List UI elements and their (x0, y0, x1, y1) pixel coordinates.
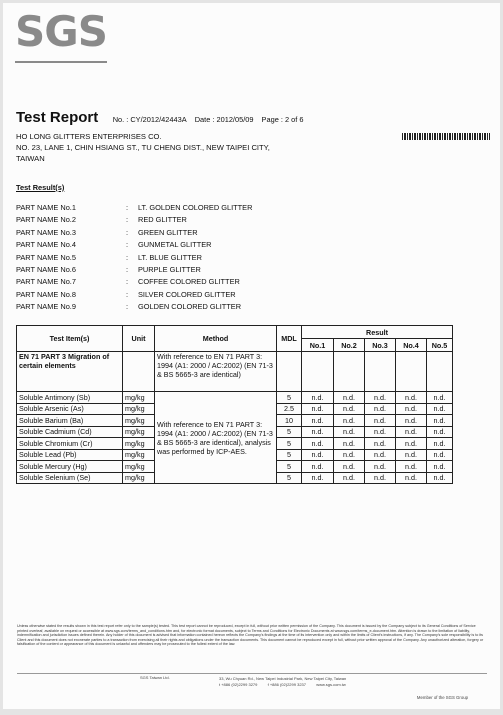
part-row (16, 253, 252, 265)
footer-fax: f +886 (02)2299 3237 (267, 681, 306, 687)
row-result: n.d. (334, 449, 365, 461)
part-row (16, 240, 252, 252)
header-no3: No.3 (365, 339, 396, 352)
report-page (3, 3, 500, 709)
row-result: n.d. (302, 449, 334, 461)
row-unit: mg/kg (123, 449, 155, 461)
part-label: PART NAME No.4 (16, 240, 76, 250)
part-value: GOLDEN COLORED GLITTER (138, 302, 242, 312)
row-unit: mg/kg (123, 472, 155, 484)
row-unit: mg/kg (123, 403, 155, 415)
group-unit-empty (123, 352, 155, 392)
address-line-1: NO. 23, LANE 1, CHIN HSIANG ST., TU CHENG DIST., NEW TAIPEI CITY, (16, 143, 270, 152)
row-result: n.d. (365, 472, 396, 484)
part-value: COFFEE COLORED GLITTER (138, 277, 240, 287)
group-mdl-empty (277, 352, 302, 392)
row-result: n.d. (396, 426, 427, 438)
row-item: Soluble Selenium (Se) (17, 472, 123, 484)
row-result: n.d. (365, 403, 396, 415)
row-mdl: 10 (277, 415, 302, 427)
part-label: PART NAME No.2 (16, 215, 76, 225)
row-item: Soluble Antimony (Sb) (17, 392, 123, 404)
part-row (16, 277, 252, 289)
report-title: Test Report (16, 109, 99, 126)
row-result: n.d. (427, 392, 453, 404)
part-value: SILVER COLORED GLITTER (138, 289, 236, 299)
part-names-list (16, 203, 252, 315)
part-label: PART NAME No.5 (16, 252, 76, 262)
row-mdl: 5 (277, 438, 302, 450)
row-mdl: 5 (277, 426, 302, 438)
row-result: n.d. (396, 438, 427, 450)
part-colon: : (126, 289, 129, 299)
report-number: No. : CY/2012/42443A (112, 115, 187, 124)
legal-disclaimer: Unless otherwise stated the results shown in this test report refer only to the sample(s) tested. This test report cannot be reproduced, except in full, without prior written permission of the Company. This document is issued by the Company subject to its General Conditions of Service printed overleaf, available on request or accessible at www.sgs.com/terms_and_conditions.htm and, for electronic format documents, subject to Terms and Conditions for Electronic Documents at www.sgs.com/terms_e-document.htm. Attention is drawn to the limitation of liability, indemnification and jurisdiction issues defined therein. Any holder of this document is advised that information contained hereon reflects the Company's findings at the time of its intervention only and within the limits of Client's instructions, if any. The Company's sole responsibility is to its Client and this document does not exonerate parties to a transaction from exercising all their rights and obligations under the transaction documents. This document cannot be reproduced except in full, without prior written approval of the Company. Any unauthorized alteration, forgery or falsification of the content or appearance of this document is unlawful and offenders may be prosecuted to the fullest extent of the law. (17, 624, 484, 647)
group-result-empty (365, 352, 396, 392)
footer-address: 33, Wu Chyuan Rd., New Taipei Industrial Park, New Taipei City, Taiwan (219, 676, 347, 681)
part-row (16, 203, 252, 215)
row-result: n.d. (302, 461, 334, 473)
row-result: n.d. (302, 426, 334, 438)
sgs-company-name: SGS Taiwan Ltd. (140, 675, 170, 680)
group-result-empty (396, 352, 427, 392)
footer-divider (17, 673, 487, 674)
row-result: n.d. (334, 403, 365, 415)
report-header (16, 109, 309, 127)
part-colon: : (126, 240, 129, 250)
address-line-2: TAIWAN (16, 154, 45, 163)
group-result-empty (427, 352, 453, 392)
row-result: n.d. (396, 472, 427, 484)
part-row (16, 290, 252, 302)
header-no4: No.4 (396, 339, 427, 352)
part-value: PURPLE GLITTER (138, 264, 201, 274)
part-colon: : (126, 203, 129, 212)
row-result: n.d. (302, 438, 334, 450)
row-result: n.d. (334, 415, 365, 427)
header-test-items: Test Item(s) (17, 326, 123, 352)
table-row (17, 392, 453, 404)
footer-web: www.sgs.com.tw (316, 681, 346, 687)
row-mdl: 5 (277, 392, 302, 404)
row-result: n.d. (334, 392, 365, 404)
part-row (16, 228, 252, 240)
row-result: n.d. (302, 472, 334, 484)
footer-contact (219, 676, 346, 687)
row-unit: mg/kg (123, 426, 155, 438)
group-method: With reference to EN 71 PART 3: 1994 (A1: 2000 / AC:2002) (EN 71-3 & BS 5665-3 are identical) (155, 352, 277, 392)
part-row (16, 302, 252, 314)
header-no5: No.5 (427, 339, 453, 352)
part-colon: : (126, 302, 129, 312)
part-value: GREEN GLITTER (138, 227, 198, 237)
row-unit: mg/kg (123, 438, 155, 450)
report-meta (113, 115, 310, 124)
client-address-block (16, 131, 270, 164)
row-unit: mg/kg (123, 415, 155, 427)
row-item: Soluble Chromium (Cr) (17, 438, 123, 450)
row-result: n.d. (365, 438, 396, 450)
header-mdl: MDL (277, 326, 302, 352)
part-row (16, 265, 252, 277)
row-mdl: 5 (277, 449, 302, 461)
row-result: n.d. (427, 449, 453, 461)
row-mdl: 2.5 (277, 403, 302, 415)
part-value: RED GLITTER (138, 215, 187, 225)
part-colon: : (126, 227, 129, 237)
row-result: n.d. (302, 415, 334, 427)
row-result: n.d. (427, 415, 453, 427)
part-value: LT. BLUE GLITTER (138, 252, 202, 262)
header-unit: Unit (123, 326, 155, 352)
company-name: HO LONG GLITTERS ENTERPRISES CO. (16, 132, 162, 141)
part-row (16, 215, 252, 227)
row-result: n.d. (334, 461, 365, 473)
header-result: Result (302, 326, 453, 339)
part-label: PART NAME No.3 (16, 227, 76, 237)
row-result: n.d. (427, 426, 453, 438)
row-item: Soluble Arsenic (As) (17, 403, 123, 415)
part-colon: : (126, 215, 129, 225)
row-result: n.d. (365, 415, 396, 427)
part-label: PART NAME No.1 (16, 203, 76, 212)
results-table (16, 325, 453, 484)
part-colon: : (126, 264, 129, 274)
row-result: n.d. (396, 461, 427, 473)
row-result: n.d. (302, 403, 334, 415)
member-note: Member of the SGS Group (416, 695, 468, 700)
row-result: n.d. (334, 472, 365, 484)
row-mdl: 5 (277, 472, 302, 484)
row-item: Soluble Mercury (Hg) (17, 461, 123, 473)
row-result: n.d. (365, 426, 396, 438)
row-unit: mg/kg (123, 392, 155, 404)
row-unit: mg/kg (123, 461, 155, 473)
row-result: n.d. (396, 415, 427, 427)
row-result: n.d. (427, 403, 453, 415)
group-result-empty (302, 352, 334, 392)
row-result: n.d. (334, 426, 365, 438)
row-result: n.d. (365, 449, 396, 461)
part-colon: : (126, 252, 129, 262)
row-result: n.d. (396, 403, 427, 415)
row-result: n.d. (302, 392, 334, 404)
report-date: Date : 2012/05/09 (194, 115, 254, 124)
row-item: Soluble Cadmium (Cd) (17, 426, 123, 438)
row-item: Soluble Barium (Ba) (17, 415, 123, 427)
method-cell: With reference to EN 71 PART 3: 1994 (A1: 2000 / AC:2002) (EN 71-3 & BS 5665-3 are identical), analysis was performed by ICP-AES. (155, 392, 277, 484)
row-result: n.d. (427, 438, 453, 450)
part-label: PART NAME No.8 (16, 289, 76, 299)
row-result: n.d. (396, 392, 427, 404)
row-result: n.d. (396, 449, 427, 461)
row-mdl: 5 (277, 461, 302, 473)
logo-underline (15, 61, 107, 63)
header-no2: No.2 (334, 339, 365, 352)
group-title: EN 71 PART 3 Migration of certain elements (17, 352, 123, 392)
footer-phone: t +886 (02)2299 3279 (219, 681, 258, 687)
part-colon: : (126, 277, 129, 287)
barcode-graphic (402, 133, 490, 140)
page-indicator: Page : 2 of 6 (261, 115, 304, 124)
row-result: n.d. (334, 438, 365, 450)
section-title: Test Result(s) (16, 183, 65, 192)
row-result: n.d. (427, 472, 453, 484)
row-result: n.d. (365, 392, 396, 404)
part-label: PART NAME No.6 (16, 264, 76, 274)
row-result: n.d. (427, 461, 453, 473)
part-value: GUNMETAL GLITTER (138, 240, 212, 250)
group-result-empty (334, 352, 365, 392)
header-method: Method (155, 326, 277, 352)
row-item: Soluble Lead (Pb) (17, 449, 123, 461)
part-label: PART NAME No.7 (16, 277, 76, 287)
header-no1: No.1 (302, 339, 334, 352)
sgs-logo: SGS (15, 7, 107, 56)
part-value: LT. GOLDEN COLORED GLITTER (138, 203, 253, 212)
row-result: n.d. (365, 461, 396, 473)
part-label: PART NAME No.9 (16, 302, 76, 312)
